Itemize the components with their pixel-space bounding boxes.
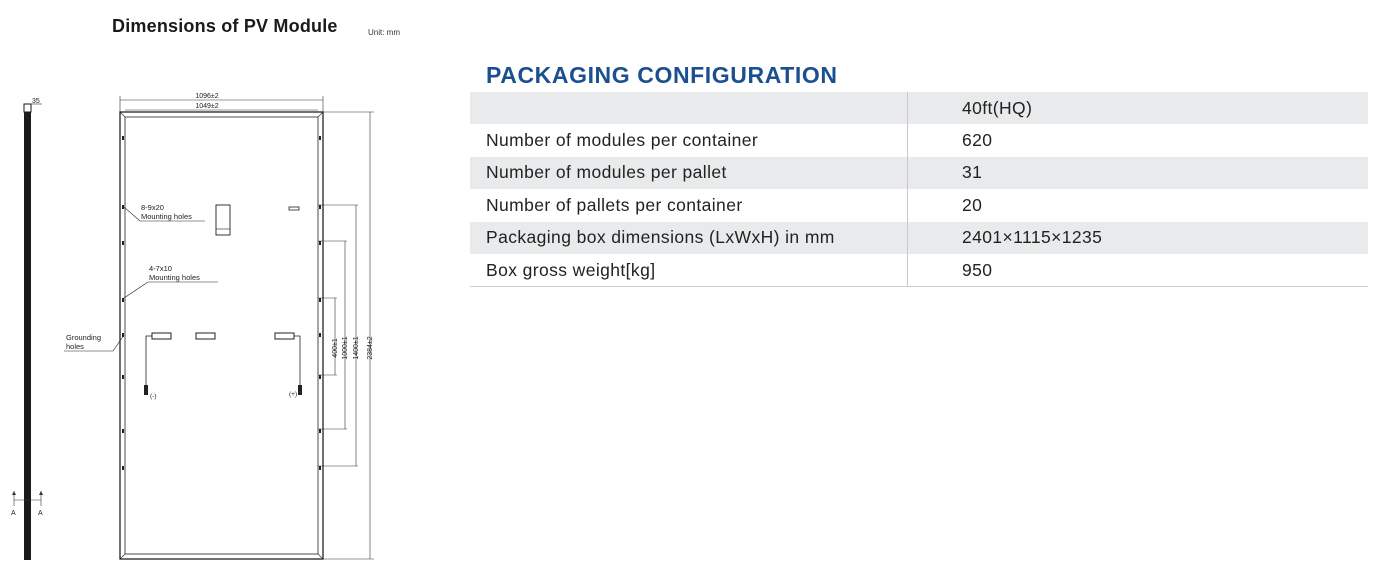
module-outline — [120, 112, 323, 559]
pv-module-drawing — [0, 0, 470, 585]
packaging-table — [470, 92, 1368, 287]
table-row — [470, 254, 1368, 287]
table-row — [470, 222, 1368, 254]
inner-frame — [125, 117, 318, 554]
unit-note: Unit: mm — [368, 28, 400, 37]
grounding-line2: holes — [66, 342, 84, 351]
side-profile — [11, 98, 43, 560]
packaging-title: PACKAGING CONFIGURATION — [486, 62, 838, 88]
table-row — [470, 124, 1368, 156]
row-value: 2401×1115×1235 — [908, 222, 1369, 254]
junction-boxes — [144, 333, 302, 400]
row-value: 31 — [908, 157, 1369, 189]
outer-frame — [120, 112, 323, 559]
grounding-line1: Grounding — [66, 333, 102, 342]
negative-label: (-) — [150, 393, 157, 400]
row-label: Number of modules per container — [470, 124, 908, 156]
section-label-left: A — [11, 510, 16, 517]
positive-label: (+) — [289, 391, 298, 398]
side-frame — [24, 104, 31, 560]
row-label: Number of pallets per container — [470, 189, 908, 221]
header-empty-cell — [470, 92, 908, 124]
label-plate — [216, 205, 230, 235]
mounting-4-text: Mounting holes — [149, 273, 200, 282]
section-label-right: A — [38, 510, 43, 517]
mounting-8-text: Mounting holes — [141, 212, 192, 221]
mounting-8-count: 8-9x20 — [141, 203, 164, 212]
table-row — [470, 189, 1368, 221]
frame-holes — [122, 136, 321, 470]
row-label: Box gross weight[kg] — [470, 254, 908, 287]
mounting-holes-callout-8 — [124, 203, 205, 221]
row-label: Packaging box dimensions (LxWxH) in mm — [470, 222, 908, 254]
d1400-label: 1400±1 — [353, 336, 360, 360]
thickness-label: 35 — [32, 98, 40, 105]
drawing-title: Dimensions of PV Module — [112, 16, 338, 36]
mounting-holes-callout-4 — [124, 264, 218, 298]
small-hole — [289, 207, 299, 210]
mounting-4-count: 4-7x10 — [149, 264, 172, 273]
width-inner-label: 1049±2 — [195, 103, 219, 110]
row-value: 620 — [962, 130, 993, 151]
side-frame-top — [24, 104, 31, 112]
table-header-row — [470, 92, 1368, 124]
header-value-cell: 40ft(HQ) — [908, 92, 1369, 124]
grounding-holes-callout — [64, 333, 124, 351]
width-dimensions — [120, 93, 323, 112]
length-dimensions — [318, 112, 374, 559]
row-value: 950 — [908, 254, 1369, 287]
width-outer-label: 1096±2 — [195, 93, 219, 100]
table-row — [470, 157, 1368, 189]
d1000-label: 1000±1 — [342, 336, 349, 360]
row-label: Number of modules per pallet — [470, 157, 908, 189]
d400-label: 400±1 — [332, 338, 339, 358]
length-label: 2384±2 — [367, 336, 374, 360]
row-value: 20 — [962, 194, 983, 215]
